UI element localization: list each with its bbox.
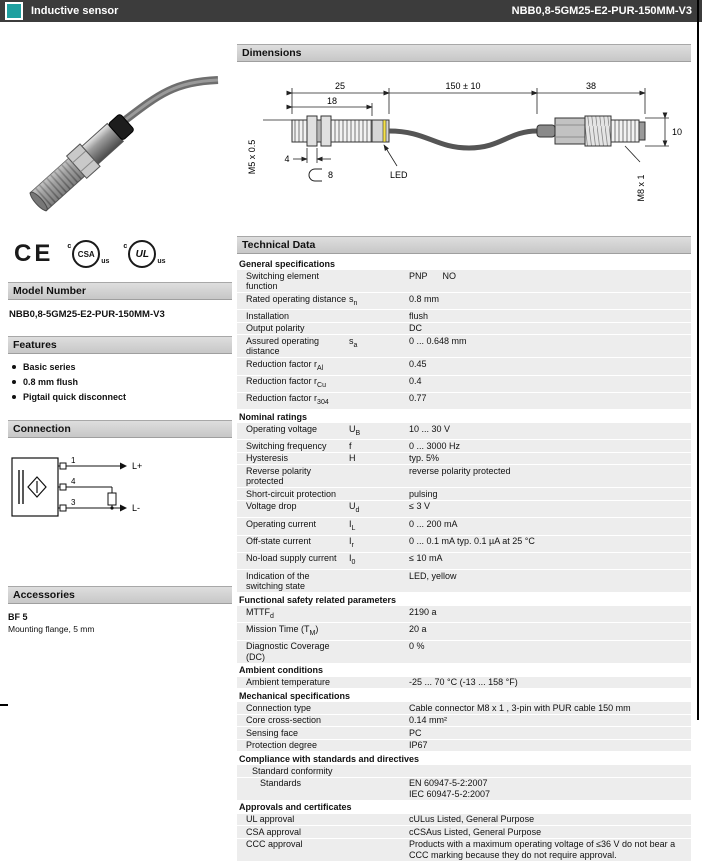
table-row-symbol: $I_L$ <box>349 518 356 532</box>
table-row-symbol <box>349 624 409 639</box>
dim-18-label: 18 <box>326 96 338 106</box>
table-row-value: pulsing <box>409 488 438 499</box>
table-row-value: 20 a <box>409 623 427 634</box>
dim-4-label: 4 <box>284 154 290 164</box>
table-row <box>237 440 691 453</box>
dimensions-drawing-box <box>237 62 691 234</box>
table-row-value: 0.4 <box>409 376 422 387</box>
dim-m8-label: M8 x 1 <box>636 174 646 202</box>
table-row-value: 0.45 <box>409 358 427 369</box>
table-row-label: Voltage drop <box>246 501 297 512</box>
table-row-label: Output polarity <box>246 323 305 334</box>
page-edge-line <box>697 0 699 720</box>
feature-item: 0.8 mm flush <box>12 377 232 387</box>
pin1-label: 1 <box>71 456 76 465</box>
table-row-value: DC <box>409 323 422 334</box>
table-row-value: 0 ... 0.1 mA typ. 0.1 µA at 25 °C <box>409 536 535 547</box>
table-row-label: Protection degree <box>246 740 318 751</box>
table-row-symbol: f <box>349 440 352 451</box>
table-row-symbol <box>349 393 409 408</box>
table-row-symbol <box>349 814 409 825</box>
accessories-section-header: Accessories <box>8 586 232 604</box>
table-row-label: Core cross-section <box>246 715 322 726</box>
lminus-label: L- <box>132 503 141 513</box>
table-row-label: $MTTF_d$ <box>246 606 274 620</box>
table-row-label: No-load supply current <box>246 553 337 564</box>
table-section-header: Approvals and certificates <box>237 801 691 814</box>
table-row-value: 0 ... 200 mA <box>409 518 458 529</box>
pin3-label: 3 <box>71 498 76 507</box>
table-row-symbol: $I_r$ <box>349 536 354 549</box>
dimensions-drawing <box>237 62 691 230</box>
connection-diagram-drawing <box>8 450 168 530</box>
table-row-label: UL approval <box>246 814 295 825</box>
table-row-value: LED, yellow <box>409 570 457 581</box>
table-row-value: Cable connector M8 x 1 , 3-pin with PUR cable 150 mm <box>409 702 631 713</box>
table-row <box>237 323 691 336</box>
table-row-symbol <box>349 740 409 751</box>
table-row <box>237 623 691 640</box>
table-row-label: Short-circuit protection <box>246 488 337 499</box>
table-row <box>237 814 691 827</box>
table-row <box>237 839 691 862</box>
product-photo-drawing <box>8 40 232 232</box>
table-row-symbol <box>349 359 409 374</box>
table-row-symbol <box>349 466 409 487</box>
table-row-symbol <box>349 703 409 714</box>
dim-25-label: 25 <box>334 81 346 91</box>
product-photo <box>8 40 232 232</box>
table-row-label: Reduction factor $r_{304}$ <box>246 393 329 407</box>
table-row <box>237 453 691 466</box>
table-row-value: 0 ... 3000 Hz <box>409 440 461 451</box>
table-row <box>237 606 691 623</box>
dimensions-section-header: Dimensions <box>237 44 691 62</box>
table-row-value: cCSAus Listed, General Purpose <box>409 826 542 837</box>
table-row-label: Switching frequency <box>246 440 327 451</box>
table-row <box>237 310 691 323</box>
table-row-label: Mission Time $(T_M)$ <box>246 623 319 637</box>
features-section-header: Features <box>8 336 232 354</box>
accessory-item <box>8 612 232 634</box>
table-row-symbol <box>349 641 409 662</box>
table-row-symbol <box>349 766 409 777</box>
table-row <box>237 765 691 778</box>
table-row-label: Sensing face <box>246 727 299 738</box>
table-row-symbol <box>349 839 409 860</box>
table-row-value: PNP NO <box>409 270 457 281</box>
table-row <box>237 536 691 553</box>
table-row-symbol <box>349 778 409 799</box>
table-row-symbol <box>349 311 409 322</box>
table-row-symbol <box>349 323 409 334</box>
table-row <box>237 376 691 393</box>
table-section-header: Mechanical specifications <box>237 689 691 702</box>
table-row-symbol <box>349 271 409 292</box>
table-row-value <box>409 766 691 777</box>
table-row <box>237 553 691 570</box>
table-row-value: cULus Listed, General Purpose <box>409 814 535 825</box>
table-row-label: Standards <box>260 778 302 789</box>
table-row-value: 10 ... 30 V <box>409 423 451 434</box>
feature-item: Basic series <box>12 362 232 372</box>
table-row <box>237 826 691 839</box>
table-row-value: 0.77 <box>409 393 427 404</box>
table-row-symbol: $U_d$ <box>349 501 360 515</box>
accessory-description: Mounting flange, 5 mm <box>8 624 95 634</box>
table-row-symbol <box>349 376 409 391</box>
table-row-value: PC <box>409 727 422 738</box>
table-row-value: IP67 <box>409 740 428 751</box>
table-row-label: Reverse polarity protected <box>246 465 312 487</box>
table-row-label: Diagnostic Coverage (DC) <box>246 641 330 662</box>
wrench-size-label: 8 <box>328 170 334 180</box>
table-row <box>237 715 691 728</box>
table-row-label: Operating current <box>246 518 317 529</box>
table-row-symbol: $I_0$ <box>349 553 356 567</box>
accessory-name: BF 5 <box>8 612 28 622</box>
table-row-label: Switching element function <box>246 270 320 291</box>
pin4-label: 4 <box>71 477 76 486</box>
table-row-label: Ambient temperature <box>246 677 331 688</box>
csa-mark-icon: c CSA us <box>67 240 109 268</box>
table-row-label: CSA approval <box>246 826 302 837</box>
table-row-label: Indication of the switching state <box>246 570 310 592</box>
connection-section-header: Connection <box>8 420 232 438</box>
table-row-symbol: $s_a$ <box>349 335 358 349</box>
table-row-value: ≤ 10 mA <box>409 553 443 564</box>
table-row-symbol <box>349 715 409 726</box>
table-section-header: Compliance with standards and directives <box>237 752 691 765</box>
table-row-symbol: $s_n$ <box>349 293 358 307</box>
table-row-symbol <box>349 827 409 838</box>
model-number-section-header: Model Number <box>8 282 232 300</box>
table-row <box>237 335 691 358</box>
table-row <box>237 518 691 535</box>
table-row-label: CCC approval <box>246 839 303 850</box>
model-number-header: NBB0,8-5GM25-E2-PUR-150MM-V3 <box>511 5 692 17</box>
brand-icon <box>5 2 23 20</box>
table-row-value: typ. 5% <box>409 453 440 464</box>
top-header-bar <box>0 0 702 22</box>
lplus-label: L+ <box>132 461 143 471</box>
table-row-value: reverse polarity protected <box>409 465 511 476</box>
table-row-symbol <box>349 571 409 592</box>
table-row-value: 0.8 mm <box>409 293 440 304</box>
dim-38-label: 38 <box>585 81 597 91</box>
table-section-header: Ambient conditions <box>237 664 691 677</box>
ul-mark-icon: c UL us <box>123 240 165 268</box>
table-section-header: Nominal ratings <box>237 410 691 423</box>
table-row-value: Products with a maximum operating voltage of ≤36 V do not bear a CCC marking because they do not require approval. <box>409 839 676 860</box>
dim-m5-label: M5 x 0.5 <box>247 139 257 175</box>
table-row-label: Installation <box>246 310 290 321</box>
table-row-symbol <box>349 489 409 500</box>
table-row-label: Rated operating distance <box>246 293 347 304</box>
table-row <box>237 727 691 740</box>
table-row-symbol <box>349 728 409 739</box>
table-section-header: General specifications <box>237 257 691 270</box>
features-list <box>12 362 232 402</box>
table-row <box>237 270 691 293</box>
table-row <box>237 465 691 488</box>
table-row-value: 0 % <box>409 641 425 652</box>
feature-item: Pigtail quick disconnect <box>12 392 232 402</box>
table-row-value: EN 60947-5-2:2007 IEC 60947-5-2:2007 <box>409 778 491 799</box>
table-row-symbol <box>349 607 409 622</box>
table-section-header: Functional safety related parameters <box>237 593 691 606</box>
table-row-label: Reduction factor $r_{Al}$ <box>246 358 324 372</box>
table-row-symbol <box>349 677 409 688</box>
table-row-label: Reduction factor $r_{Cu}$ <box>246 376 326 389</box>
dim-150-label: 150 ± 10 <box>445 81 481 91</box>
table-row-label: Hysteresis <box>246 453 289 464</box>
ce-mark-icon: CE <box>14 240 54 267</box>
table-row-label: Operating voltage <box>246 423 318 434</box>
table-row <box>237 293 691 310</box>
led-label: LED <box>390 170 408 180</box>
table-row <box>237 740 691 753</box>
table-row-value: flush <box>409 310 429 321</box>
product-type-label: Inductive sensor <box>31 5 119 17</box>
table-row-symbol: $U_B$ <box>349 423 361 437</box>
page-crop-mark <box>0 704 8 706</box>
table-row-label: Off-state current <box>246 536 311 547</box>
table-row <box>237 677 691 690</box>
table-row <box>237 488 691 501</box>
table-row-value: 0.14 mm² <box>409 715 448 726</box>
accessories-list <box>8 612 232 634</box>
table-row-label: Assured operating distance <box>246 335 320 357</box>
table-row <box>237 641 691 664</box>
table-row <box>237 570 691 593</box>
table-row-symbol: H <box>349 453 356 464</box>
table-row <box>237 702 691 715</box>
left-column <box>8 40 232 634</box>
table-row-label: Standard conformity <box>252 765 333 776</box>
table-row-value: -25 ... 70 °C (-13 ... 158 °F) <box>409 677 518 688</box>
technical-data-section-header: Technical Data <box>237 236 691 254</box>
table-row <box>237 358 691 375</box>
table-row-value: ≤ 3 V <box>409 501 430 512</box>
table-row-label: Connection type <box>246 702 312 713</box>
technical-data-table <box>237 257 691 862</box>
model-number-value: NBB0,8-5GM25-E2-PUR-150MM-V3 <box>9 309 165 320</box>
dim-10-label: 10 <box>671 127 683 137</box>
table-row-value: 2190 a <box>409 606 437 617</box>
table-row <box>237 501 691 518</box>
table-row-value: 0 ... 0.648 mm <box>409 335 467 346</box>
table-row <box>237 778 691 801</box>
certification-marks <box>14 236 232 272</box>
right-column <box>237 44 691 862</box>
connection-diagram <box>8 438 232 586</box>
table-row <box>237 393 691 410</box>
table-row <box>237 423 691 440</box>
